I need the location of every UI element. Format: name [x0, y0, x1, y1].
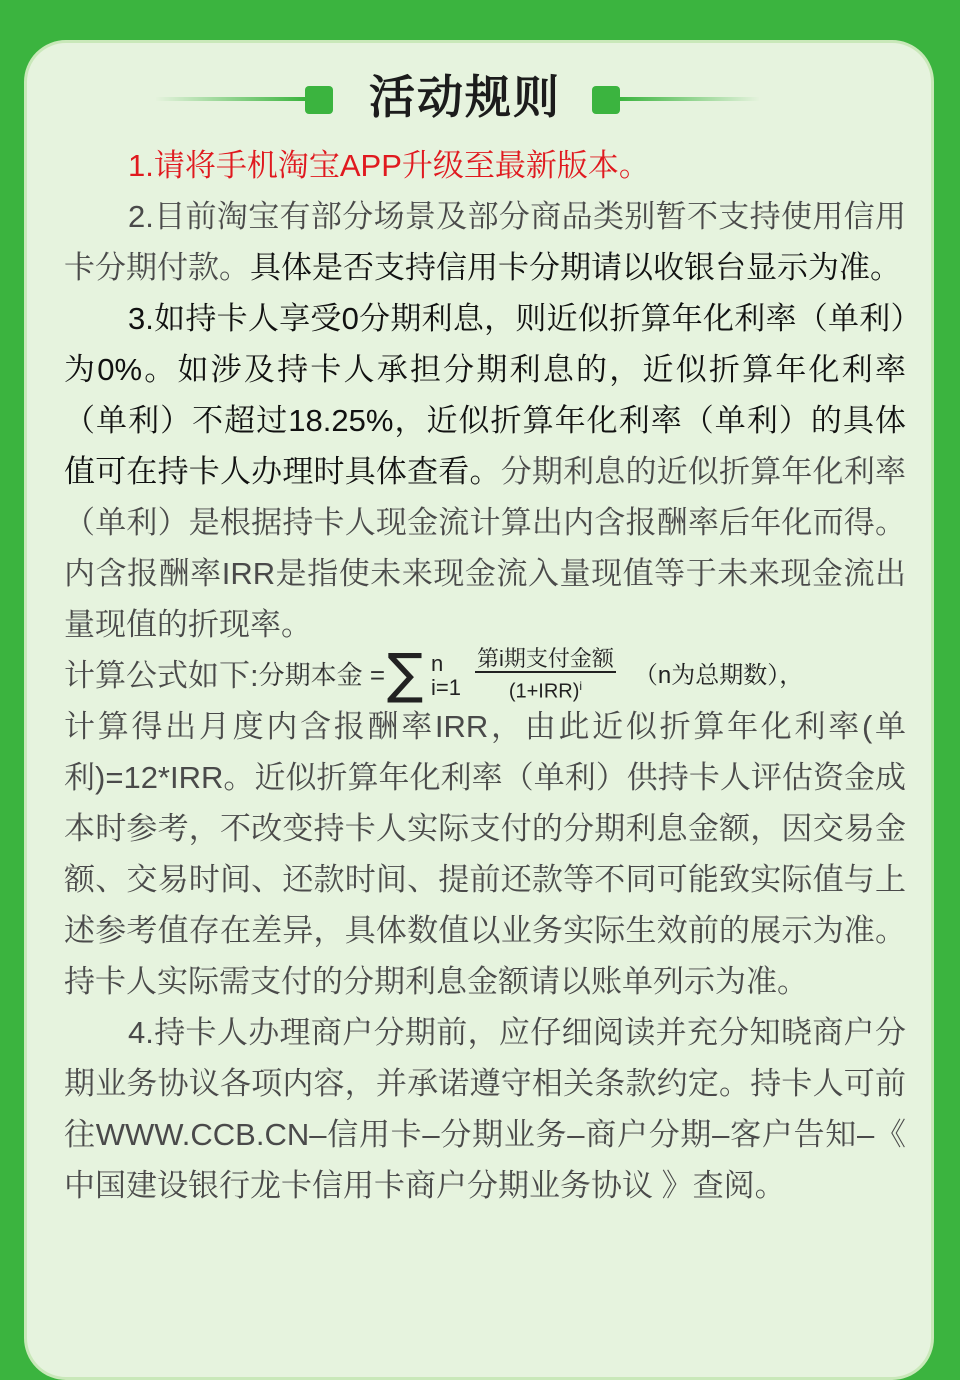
sigma-bottom: i=1 — [431, 674, 462, 700]
rule-3-text-grey: 分期利息的近似折算年化利率（单利）是根据持卡人现金流计算出内含报酬率后年化而得。内含报酬率IRR是指使未来现金流入量现值等于未来现金流出量现值的折现率。 — [64, 454, 907, 642]
rule-1 — [64, 140, 906, 191]
page-title: 活动规则 — [369, 71, 561, 123]
formula-prefix: 计算公式如下: — [64, 658, 259, 693]
title-decor-square-right — [592, 86, 620, 114]
title-decor-line-right — [620, 97, 760, 101]
title-decor-line-left — [155, 97, 305, 101]
rule-3-text-dark: 3.如持卡人享受0分期利息，则近似折算年化利率（单利）为0%。如涉及持卡人承担分期利息的，近似折算年化利率（单利）不超过18.25%，近似折算年化利率（单利）的具体值可在持卡人办理时具体查看。 — [64, 301, 906, 489]
formula-row — [64, 642, 906, 705]
sigma-icon: ∑ — [387, 642, 424, 705]
fraction-numerator: 第i期支付金额 — [477, 646, 614, 672]
title-row — [0, 66, 960, 128]
formula-lhs: 分期本金 = — [258, 660, 386, 690]
rule-3 — [64, 293, 906, 650]
rule-3-continued: 计算得出月度内含报酬率IRR，由此近似折算年化利率(单利)=12*IRR。近似折算年化利率（单利）供持卡人评估资金成本时参考，不改变持卡人实际支付的分期利息金额，因交易金额、交易时间、还款时间、提前还款等不同可能致实际值与上述参考值存在差异，具体数值以业务实际生效前的展示为准。持卡人实际需支付的分期利息金额请以账单列示为准。 — [64, 709, 906, 999]
rule-1-text: 1.请将手机淘宝APP升级至最新版本。 — [128, 148, 650, 183]
rule-4: 4.持卡人办理商户分期前，应仔细阅读并充分知晓商户分期业务协议各项内容，并承诺遵守相关条款约定。持卡人可前往WWW.CCB.CN–信用卡–分期业务–商户分期–客户告知–《 中国建设银行龙卡信用卡商户分期业务协议 》查阅。 — [64, 1015, 906, 1203]
sigma-limits — [431, 652, 461, 700]
rule-2-text-dark: 具体是否支持信用卡分期请以收银台显示为准。 — [250, 250, 901, 285]
rule-2-text-grey: 2.目前淘宝有部分场景及部分商品类别暂不支持使用信用卡分期付款。 — [64, 199, 906, 285]
formula-note: （n为总期数）， — [633, 662, 804, 689]
title-decor-square-left — [305, 86, 333, 114]
sigma-top: n — [431, 650, 444, 676]
rules-content — [64, 140, 906, 1211]
rule-2 — [64, 191, 906, 293]
denominator-base: (1+IRR) — [508, 680, 580, 703]
denominator-exponent: i — [579, 679, 583, 694]
formula-fraction — [475, 646, 616, 705]
